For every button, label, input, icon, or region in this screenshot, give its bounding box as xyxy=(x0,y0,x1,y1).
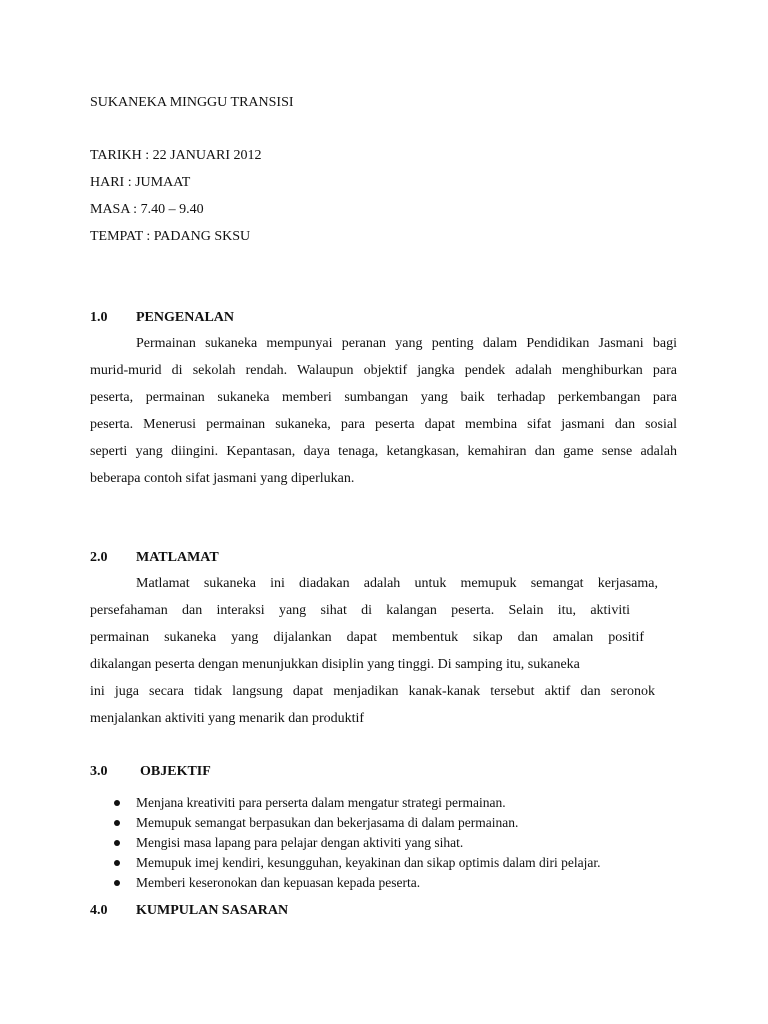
paragraph-line: ini juga secara tidak langsung dapat menjadikan kanak-kanak tersebut aktif dan seronok xyxy=(90,684,655,699)
list-item-text: Mengisi masa lapang para pelajar dengan aktiviti yang sihat. xyxy=(136,835,464,850)
detail-day: HARI : JUMAAT xyxy=(90,175,191,190)
paragraph-line: permainan sukaneka yang dijalankan dapat membentuk sikap dan amalan positif xyxy=(90,630,644,645)
section-number-1: 1.0 xyxy=(90,310,108,325)
list-item xyxy=(108,873,601,893)
paragraph-line: seperti yang diingini. Kepantasan, daya tenaga, ketangkasan, kemahiran dan game sense adalah xyxy=(90,444,677,459)
section-heading-matlamat: MATLAMAT xyxy=(136,550,219,565)
paragraph-line: murid-murid di sekolah rendah. Walaupun objektif jangka pendek adalah menghiburkan para xyxy=(90,363,677,378)
bullet-icon xyxy=(114,880,120,886)
detail-time: MASA : 7.40 – 9.40 xyxy=(90,202,204,217)
section-heading-kumpulan-sasaran: KUMPULAN SASARAN xyxy=(136,903,289,918)
paragraph-line: Matlamat sukaneka ini diadakan adalah untuk memupuk semangat kerjasama, xyxy=(136,576,658,591)
paragraph-line: Permainan sukaneka mempunyai peranan yang penting dalam Pendidikan Jasmani bagi xyxy=(136,336,677,351)
section-number-4: 4.0 xyxy=(90,903,108,918)
paragraph-line: peserta. Menerusi permainan sukaneka, para peserta dapat membina sifat jasmani dan sosial xyxy=(90,417,677,432)
section-number-2: 2.0 xyxy=(90,550,108,565)
bullet-icon xyxy=(114,800,120,806)
list-item xyxy=(108,793,601,813)
list-item-text: Memupuk semangat berpasukan dan bekerjasama di dalam permainan. xyxy=(136,815,519,830)
bullet-icon xyxy=(114,860,120,866)
section-heading-objektif: OBJEKTIF xyxy=(140,764,211,779)
list-item-text: Memupuk imej kendiri, kesungguhan, keyakinan dan sikap optimis dalam diri pelajar. xyxy=(136,855,601,870)
paragraph-line: menjalankan aktiviti yang menarik dan produktif xyxy=(90,711,365,726)
list-item xyxy=(108,853,601,873)
list-item xyxy=(108,833,601,853)
bullet-icon xyxy=(114,820,120,826)
detail-place: TEMPAT : PADANG SKSU xyxy=(90,229,251,244)
paragraph-line: persefahaman dan interaksi yang sihat di kalangan peserta. Selain itu, aktiviti xyxy=(90,603,630,618)
paragraph-line: beberapa contoh sifat jasmani yang diperlukan. xyxy=(90,471,355,486)
list-item-text: Memberi keseronokan dan kepuasan kepada peserta. xyxy=(136,875,421,890)
objective-list xyxy=(108,793,601,893)
list-item-text: Menjana kreativiti para perserta dalam mengatur strategi permainan. xyxy=(136,795,506,810)
bullet-icon xyxy=(114,840,120,846)
section-heading-pengenalan: PENGENALAN xyxy=(136,310,235,325)
section-number-3: 3.0 xyxy=(90,764,108,779)
paragraph-line: dikalangan peserta dengan menunjukkan disiplin yang tinggi. Di samping itu, sukaneka xyxy=(90,657,580,672)
paragraph-line: peserta, permainan sukaneka memberi sumbangan yang baik terhadap perkembangan para xyxy=(90,390,677,405)
detail-date: TARIKH : 22 JANUARI 2012 xyxy=(90,148,262,163)
list-item xyxy=(108,813,601,833)
document-title: SUKANEKA MINGGU TRANSISI xyxy=(90,95,294,110)
